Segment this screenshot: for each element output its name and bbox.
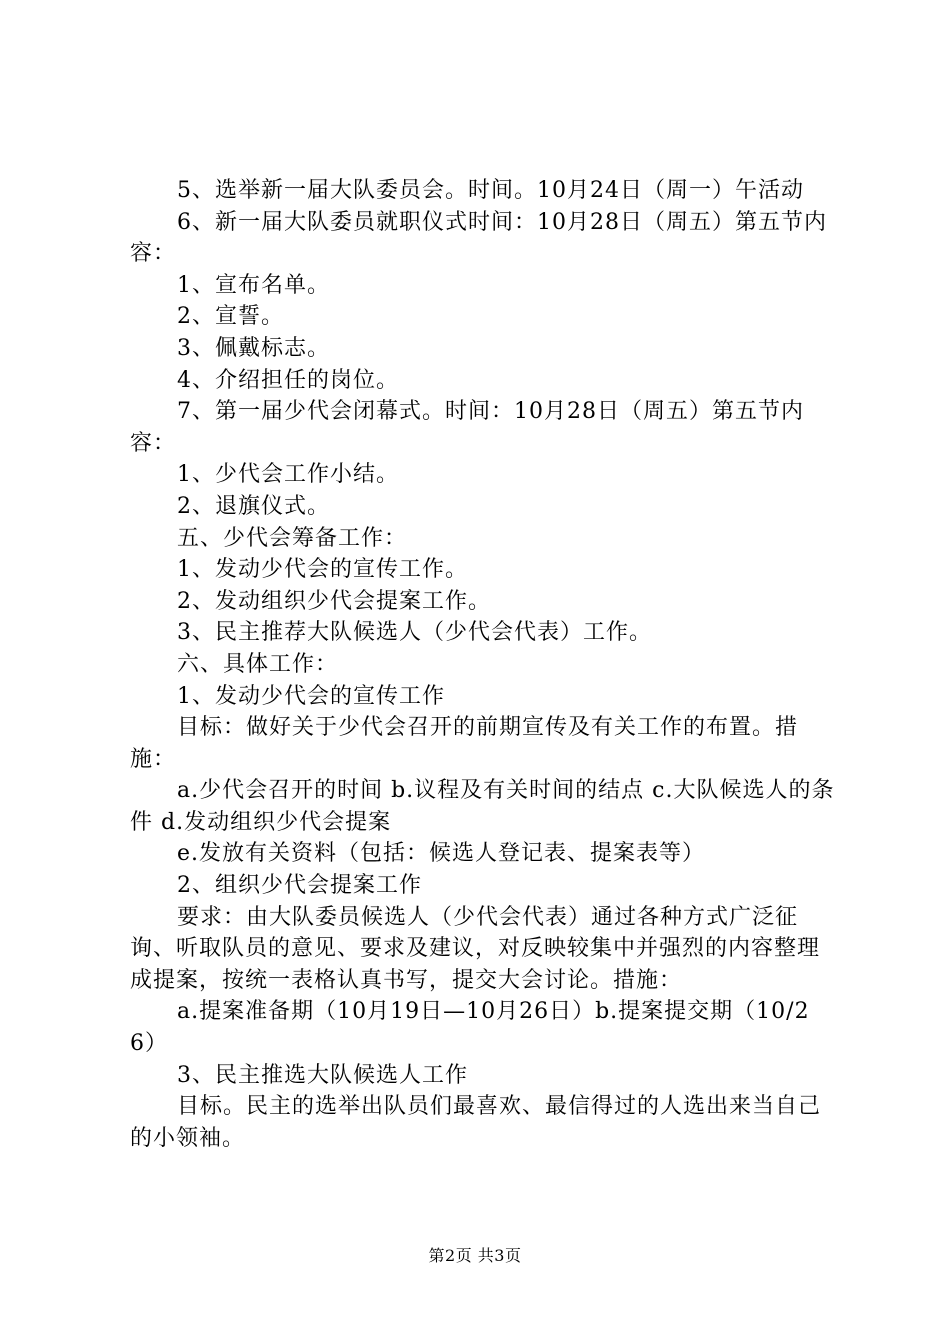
paragraph: 6、新一届大队委员就职仪式时间：10月28日（周五）第五节内容： <box>130 209 827 267</box>
paragraph: 要求：由大队委员候选人（少代会代表）通过各种方式广泛征询、听取队员的意见、要求及建议，对反映较集中并强烈的内容整理成提案，按统一表格认真书写，提交大会讨论。措施： <box>130 904 821 993</box>
paragraph: 3、佩戴标志。 <box>177 335 330 361</box>
paragraph: e.发放有关资料（包括：候选人登记表、提案表等） <box>177 841 706 867</box>
paragraph: 2、宣誓。 <box>177 304 284 330</box>
paragraph: 2、组织少代会提案工作 <box>177 873 422 899</box>
paragraph: 5、选举新一届大队委员会。时间。10月24日（周一）午活动 <box>177 178 804 203</box>
paragraph: 4、介绍担任的岗位。 <box>177 367 399 393</box>
paragraph: 2、发动组织少代会提案工作。 <box>177 588 491 614</box>
document-body <box>130 175 835 1154</box>
paragraph: 1、发动少代会的宣传工作 <box>177 683 445 709</box>
paragraph: 目标。民主的选举出队员们最喜欢、最信得过的人选出来当自己的小领袖。 <box>130 1094 822 1151</box>
paragraph: a.提案准备期（10月19日—10月26日）b.提案提交期（10/26） <box>130 999 810 1057</box>
section-heading: 六、具体工作： <box>177 651 339 677</box>
paragraph: 1、宣布名单。 <box>177 272 330 298</box>
paragraph: 7、第一届少代会闭幕式。时间：10月28日（周五）第五节内容： <box>130 399 804 456</box>
section-heading: 五、少代会筹备工作： <box>177 525 408 551</box>
paragraph: 1、少代会工作小结。 <box>177 462 399 488</box>
paragraph: 3、民主推荐大队候选人（少代会代表）工作。 <box>177 620 652 646</box>
paragraph: 3、民主推选大队候选人工作 <box>177 1062 468 1088</box>
page-number-footer: 第2页 共3页 <box>428 1246 522 1265</box>
paragraph: 目标：做好关于少代会召开的前期宣传及有关工作的布置。措施： <box>130 715 799 772</box>
paragraph: 1、发动少代会的宣传工作。 <box>177 557 468 583</box>
paragraph: a.少代会召开的时间 b.议程及有关时间的结点 c.大队候选人的条件 d.发动组织少代会提案 <box>130 778 835 835</box>
paragraph: 2、退旗仪式。 <box>177 493 330 519</box>
